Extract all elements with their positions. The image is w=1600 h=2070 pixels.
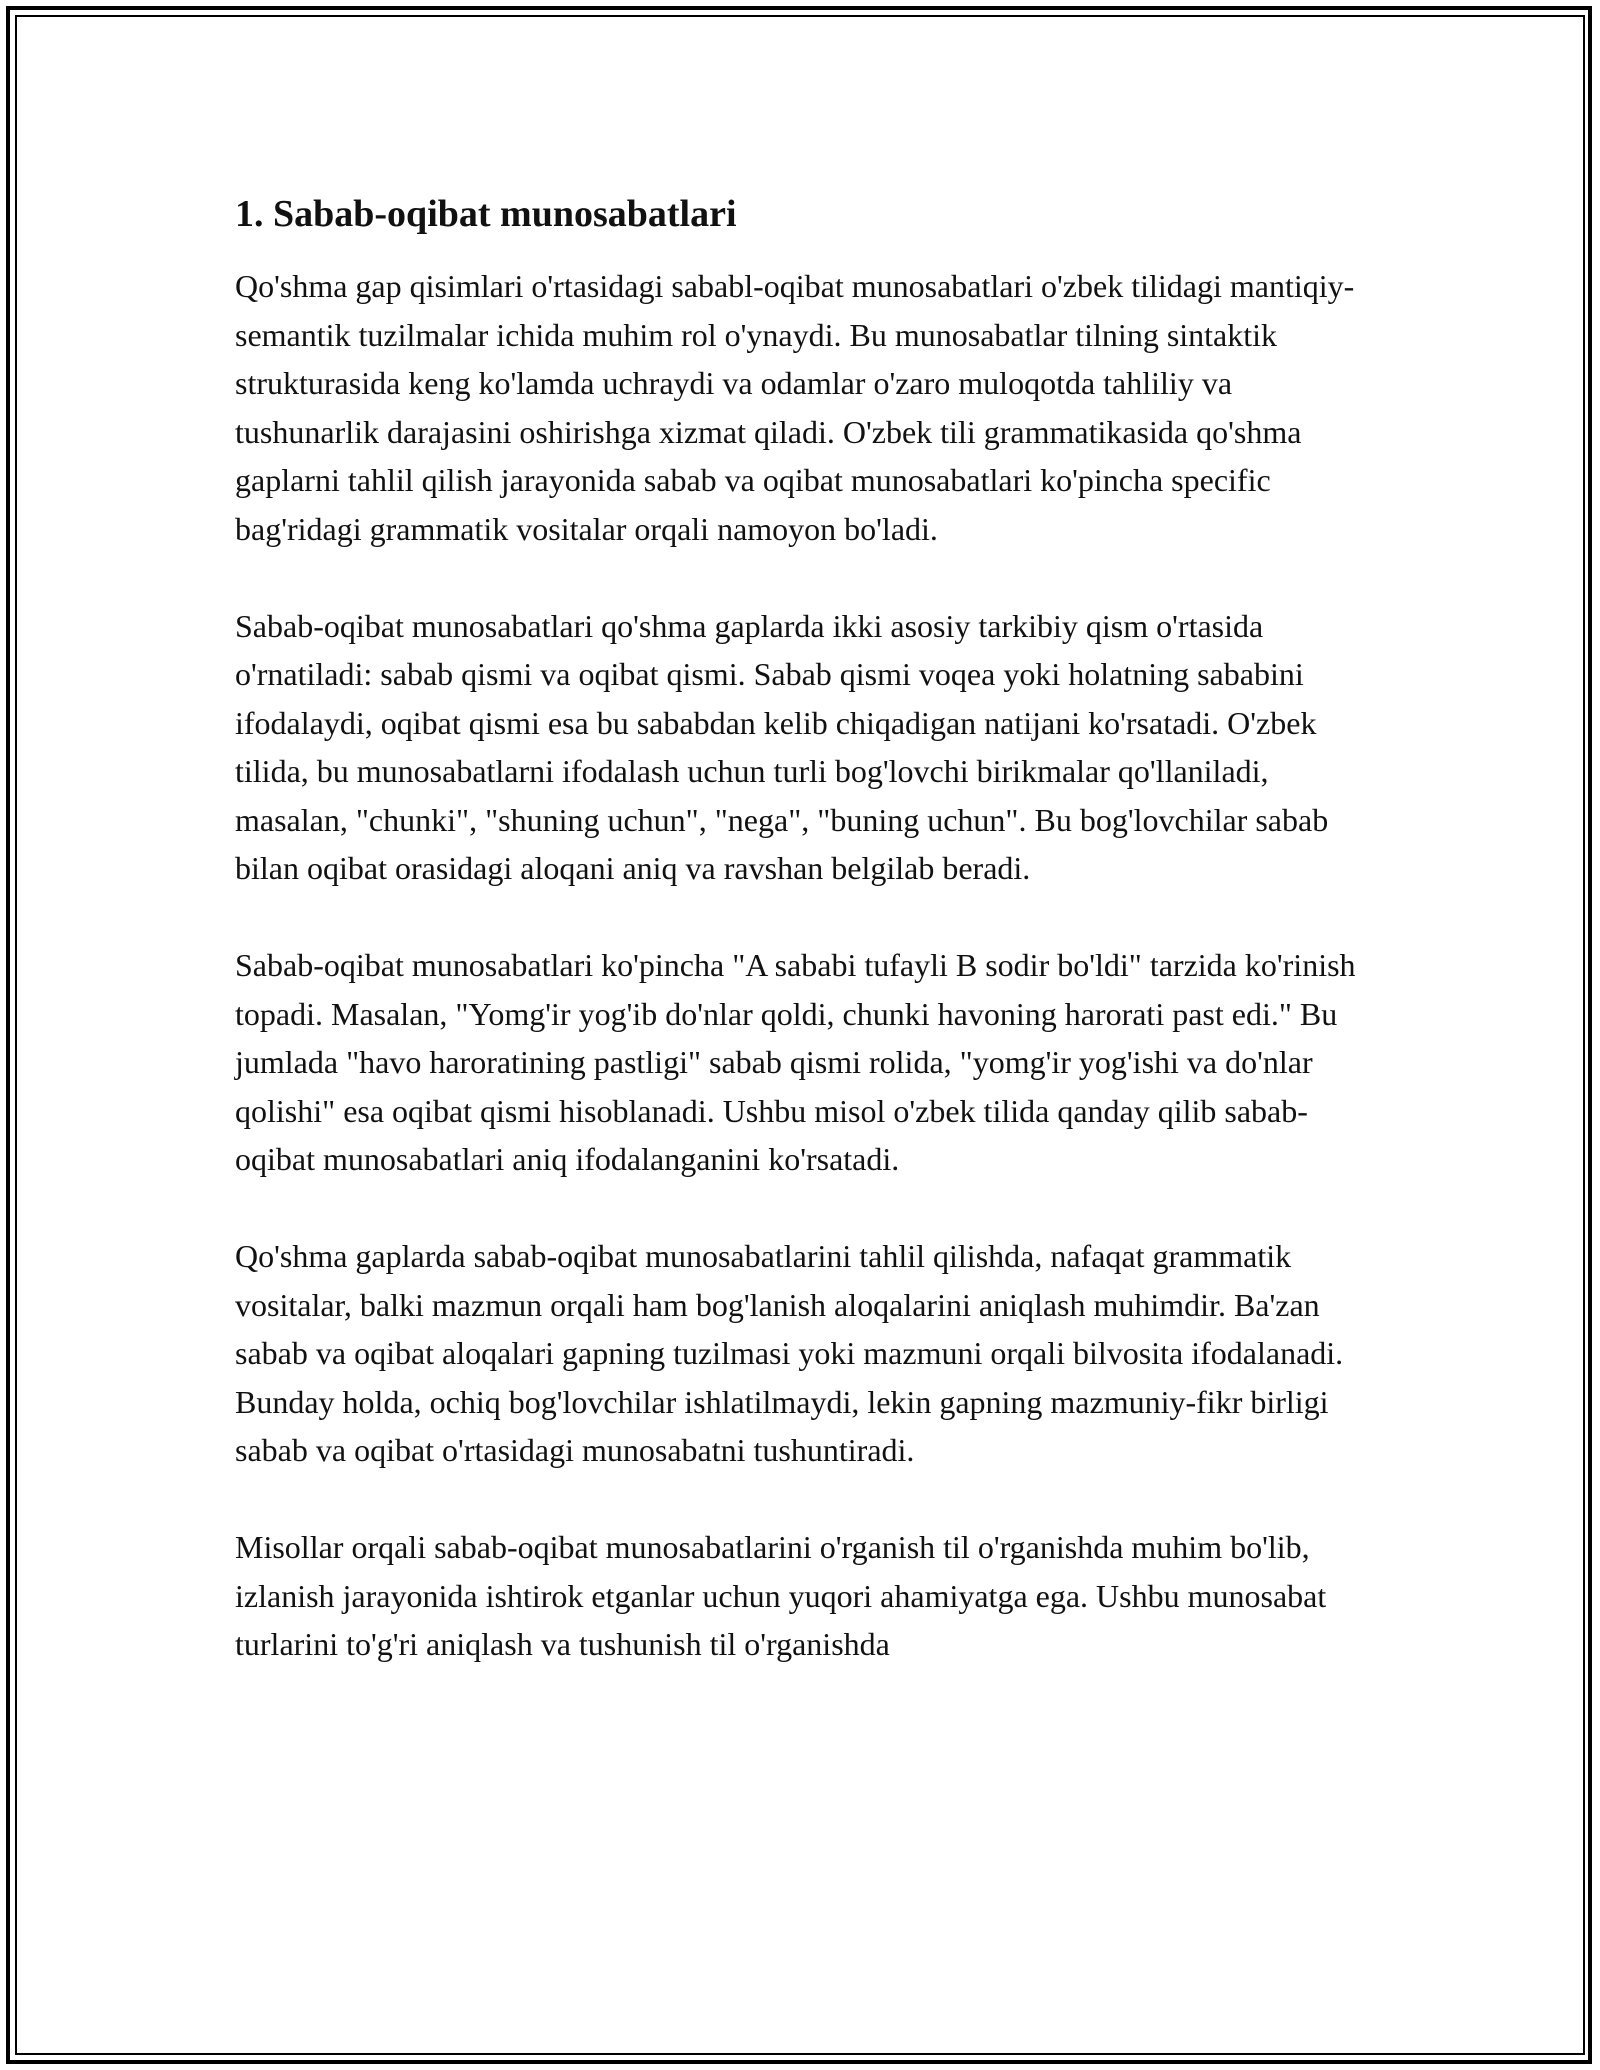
section-heading: 1. Sabab-oqibat munosabatlari: [235, 193, 737, 235]
document-body: [235, 190, 1375, 1717]
paragraph-1: Qo'shma gap qisimlari o'rtasidagi sababl-oqibat munosabatlari o'zbek tilidagi mantiqiy-semantik tuzilmalar ichida muhim rol o'ynaydi. Bu munosabatlar tilning sintaktik strukturasida keng ko'lamda uchraydi va odamlar o'zaro muloqotda tahliliy va tushunarlik darajasini oshirishga xizmat qiladi. O'zbek tili grammatikasida qo'shma gaplarni tahlil qilish jarayonida sabab va oqibat munosabatlari ko'pincha specific bag'ridagi grammatik vositalar orqali namoyon bo'ladi.: [235, 268, 1355, 547]
paragraph-5: Misollar orqali sabab-oqibat munosabatlarini o'rganish til o'rganishda muhim bo'lib, izlanish jarayonida ishtirok etganlar uchun yuqori ahamiyatga ega. Ushbu munosabat turlarini to'g'ri aniqlash va tushunish til o'rganishda: [235, 1529, 1327, 1662]
paragraph-4: Qo'shma gaplarda sabab-oqibat munosabatlarini tahlil qilishda, nafaqat grammatik vositalar, balki mazmun orqali ham bog'lanish aloqalarini aniqlash muhimdir. Ba'zan sabab va oqibat aloqalari gapning tuzilmasi yoki mazmuni orqali bilvosita ifodalanadi. Bunday holda, ochiq bog'lovchilar ishlatilmaydi, lekin gapning mazmuniy-fikr birligi sabab va oqibat o'rtasidagi munosabatni tushuntiradi.: [235, 1238, 1344, 1468]
paragraph-2: Sabab-oqibat munosabatlari qo'shma gaplarda ikki asosiy tarkibiy qism o'rtasida o'rnatiladi: sabab qismi va oqibat qismi. Sabab qismi voqea yoki holatning sababini ifodalaydi, oqibat qismi esa bu sababdan kelib chiqadigan natijani ko'rsatadi. O'zbek tilida, bu munosabatlarni ifodalash uchun turli bog'lovchi birikmalar qo'llaniladi, masalan, "chunki", "shuning uchun", "nega", "buning uchun". Bu bog'lovchilar sabab bilan oqibat orasidagi aloqani aniq va ravshan belgilab beradi.: [235, 607, 1329, 886]
paragraph-3: Sabab-oqibat munosabatlari ko'pincha "A sababi tufayli B sodir bo'ldi" tarzida ko'rinish topadi. Masalan, "Yomg'ir yog'ib do'nlar qoldi, chunki havoning harorati past edi." Bu jumlada "havo haroratining pastligi" sabab qismi rolida, "yomg'ir yog'ishi va do'nlar qolishi" esa oqibat qismi hisoblanadi. Ushbu misol o'zbek tilida qanday qilib sabab-oqibat munosabatlari aniq ifodalanganini ko'rsatadi.: [235, 947, 1356, 1177]
